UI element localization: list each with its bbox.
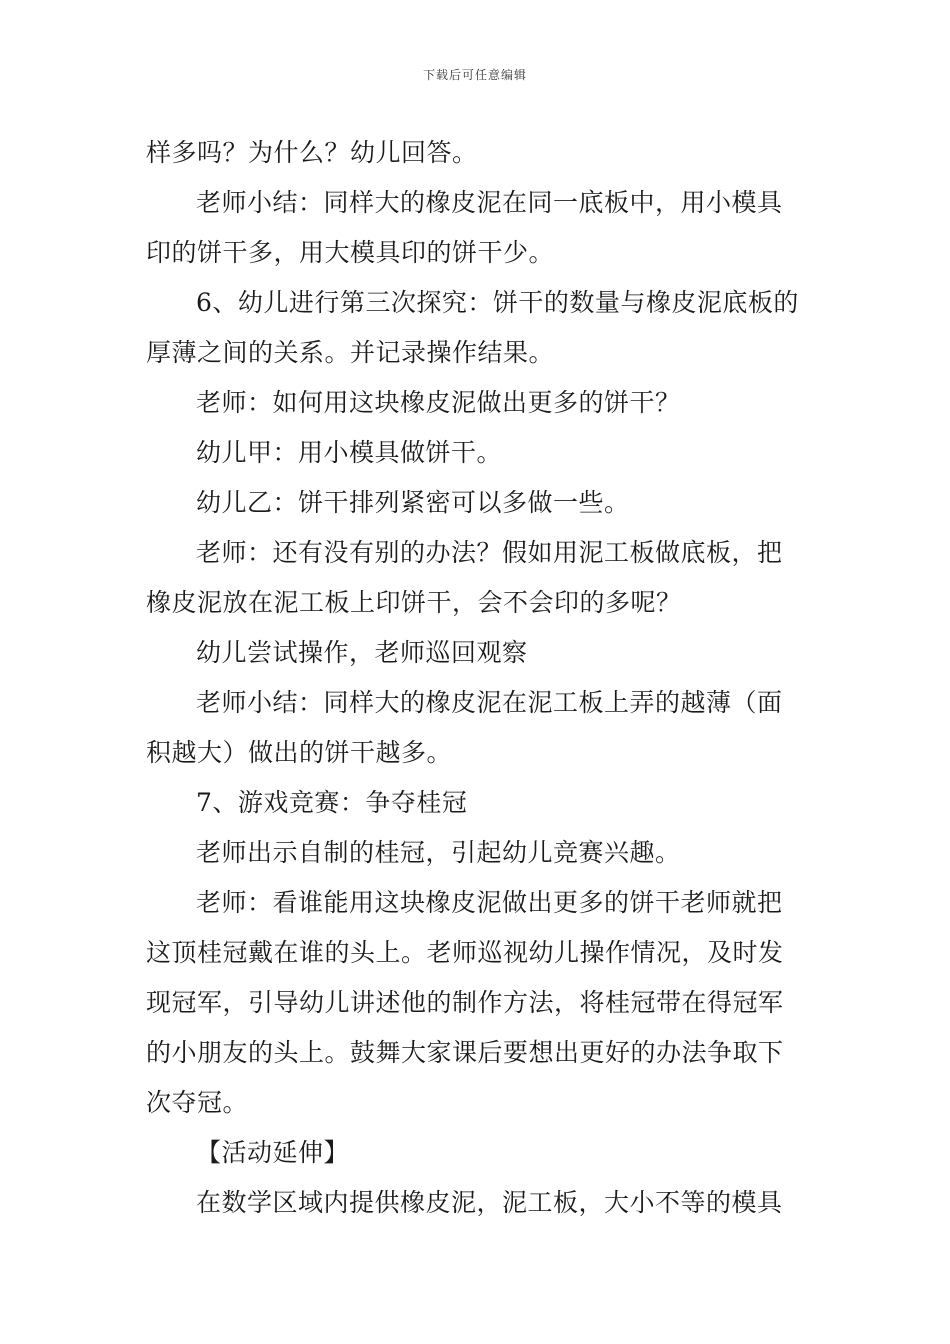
- text-line: 幼儿乙：饼干排列紧密可以多做一些。: [196, 488, 630, 517]
- text-line: 老师：还有没有别的办法？假如用泥工板做底板，把: [196, 538, 783, 567]
- text-line: 幼儿甲：用小模具做饼干。: [196, 438, 503, 467]
- text-line: 样多吗？为什么？幼儿回答。: [146, 138, 478, 167]
- text-line: 7、游戏竞赛：争夺桂冠: [196, 788, 468, 817]
- text-line: 印的饼干多，用大模具印的饼干少。: [146, 238, 555, 267]
- text-line: 在数学区域内提供橡皮泥，泥工板，大小不等的模具: [196, 1188, 783, 1217]
- text-line: 老师小结：同样大的橡皮泥在同一底板中，用小模具: [196, 188, 783, 217]
- text-line: 老师：看谁能用这块橡皮泥做出更多的饼干老师就把: [196, 888, 783, 917]
- text-line: 的小朋友的头上。鼓舞大家课后要想出更好的办法争取下: [146, 1038, 784, 1067]
- text-line: 6、幼儿进行第三次探究：饼干的数量与橡皮泥底板的: [196, 288, 799, 317]
- page-header: 下载后可任意编辑: [422, 68, 527, 82]
- text-line: 幼儿尝试操作，老师巡回观察: [196, 638, 528, 667]
- section-heading: 【活动延伸】: [196, 1138, 350, 1167]
- text-line: 积越大）做出的饼干越多。: [146, 738, 453, 767]
- text-line: 橡皮泥放在泥工板上印饼干，会不会印的多呢？: [146, 588, 682, 617]
- text-line: 次夺冠。: [146, 1088, 249, 1117]
- text-line: 现冠军，引导幼儿讲述他的制作方法，将桂冠带在得冠军: [146, 988, 784, 1017]
- text-line: 老师：如何用这块橡皮泥做出更多的饼干？: [196, 388, 681, 417]
- document-body: [146, 128, 810, 1228]
- text-line: 老师小结：同样大的橡皮泥在泥工板上弄的越薄（面: [196, 688, 783, 717]
- text-line: 厚薄之间的关系。并记录操作结果。: [146, 338, 555, 367]
- text-line: 这顶桂冠戴在谁的头上。老师巡视幼儿操作情况，及时发: [146, 938, 784, 967]
- text-line: 老师出示自制的桂冠，引起幼儿竞赛兴趣。: [196, 838, 681, 867]
